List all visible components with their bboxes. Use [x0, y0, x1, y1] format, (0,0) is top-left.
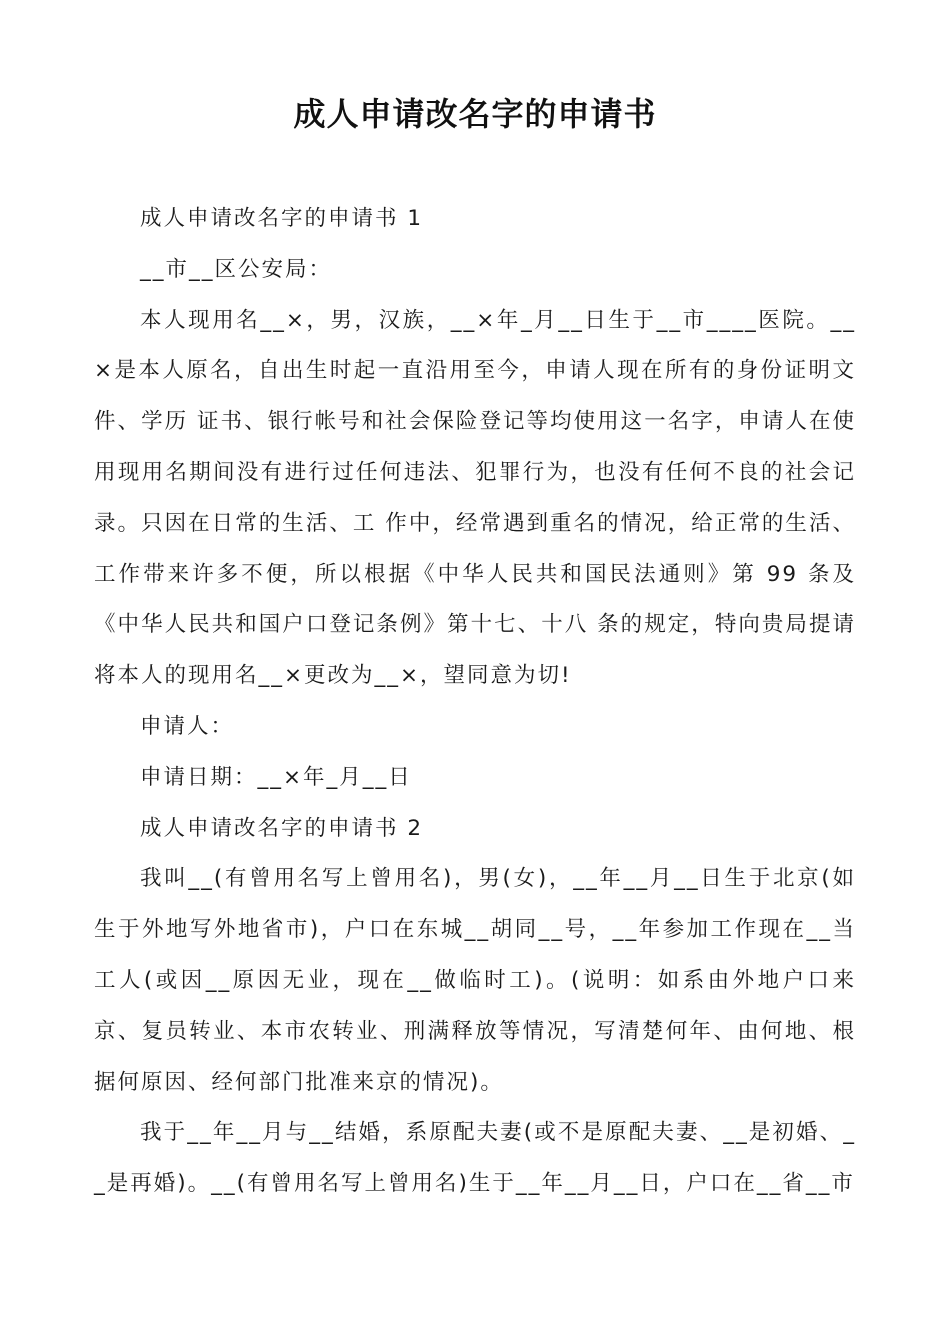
personal-info-paragraph: 我叫__(有曾用名写上曾用名)，男(女)，__年__月__日生于北京(如生于外地写外地省市)，户口在东城__胡同__号，__年参加工作现在__当工人(或因__原因无业，现在__做临时工)。(说明：如系由外地户口来京、复员转业、本市农转业、刑满释放等情况，写清楚何年、由何地、根据何原因、经何部门批准来京的情况)。 [94, 866, 856, 1095]
addressee: __市__区公安局： [140, 256, 333, 282]
marriage-info-paragraph: 我于__年__月与__结婚，系原配夫妻(或不是原配夫妻、__是初婚、__是再婚)。__(有曾用名写上曾用名)生于__年__月__日，户口在__省__市 [94, 1120, 856, 1197]
section-heading-1: 成人申请改名字的申请书 1 [140, 206, 424, 231]
application-paragraph: 本人现用名__×，男，汉族，__×年_月__日生于__市____医院。__×是本人原名，自出生时起一直沿用至今，申请人现在所有的身份证明文件、学历 证书、银行帐号和社会保险登记等均使用这一名字，申请人在使用现用名期间没有进行过任何违法、犯罪行为，也没有任何不良的社会记录。只因在日常的生活、工 作中，经常遇到重名的情况，给正常的生活、工作带来许多不便，所以根据《中华人民共和国民法通则》第 99 条及《中华人民共和国户口登记条例》第十七、十八 条的规定，特向贵局提请将本人的现用名__×更改为__×，望同意为切! [94, 307, 856, 689]
document-title: 成人申请改名字的申请书 [293, 95, 657, 133]
section-heading-2: 成人申请改名字的申请书 2 [140, 815, 424, 841]
applicant-line: 申请人： [140, 713, 235, 739]
document-body [94, 194, 856, 1210]
application-date-line: 申请日期：__×年_月__日 [140, 764, 412, 790]
